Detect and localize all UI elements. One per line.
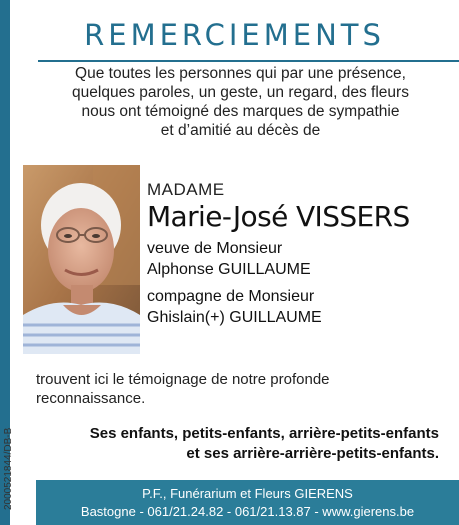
intro-line: nous ont témoigné des marques de sympathie [81,103,400,120]
thanks-line: reconnaissance. [36,390,146,407]
footer-line: P.F., Funérarium et Fleurs GIERENS [142,486,353,501]
portrait-photo [23,165,140,354]
intro-line: Que toutes les personnes qui par une présence, [75,65,406,82]
honorific: MADAME [147,180,225,199]
relation-name: Alphonse GUILLAUME [147,261,311,278]
funeral-home-footer [36,480,459,525]
family-signature [30,424,439,464]
family-line: et ses arrière-arrière-petits-enfants. [186,445,439,462]
title-divider [38,60,459,62]
intro-text [22,64,459,140]
reference-code: 2000521844/DB-B [3,427,14,510]
relation-intro: compagne de Monsieur [147,288,315,305]
thanks-text [36,370,356,408]
relation-name: Ghislain(+) GUILLAUME [147,309,322,326]
intro-line: et d’amitié au décès de [160,122,321,139]
footer-line: Bastogne - 061/21.24.82 - 061/21.13.87 - www.gierens.be [80,504,415,519]
relation-companion [147,286,457,328]
family-line: Ses enfants, petits-enfants, arrière-petits-enfants [89,425,439,442]
relation-intro: veuve de Monsieur [147,240,283,257]
intro-line: quelques paroles, un geste, un regard, des fleurs [72,84,409,101]
deceased-block [147,180,457,328]
thanks-line: trouvent ici le témoignage de notre profonde [36,371,330,388]
notice-title: REMERCIEMENTS [84,18,385,52]
relation-widow [147,238,457,280]
deceased-name: Marie-José VISSERS [147,200,410,233]
